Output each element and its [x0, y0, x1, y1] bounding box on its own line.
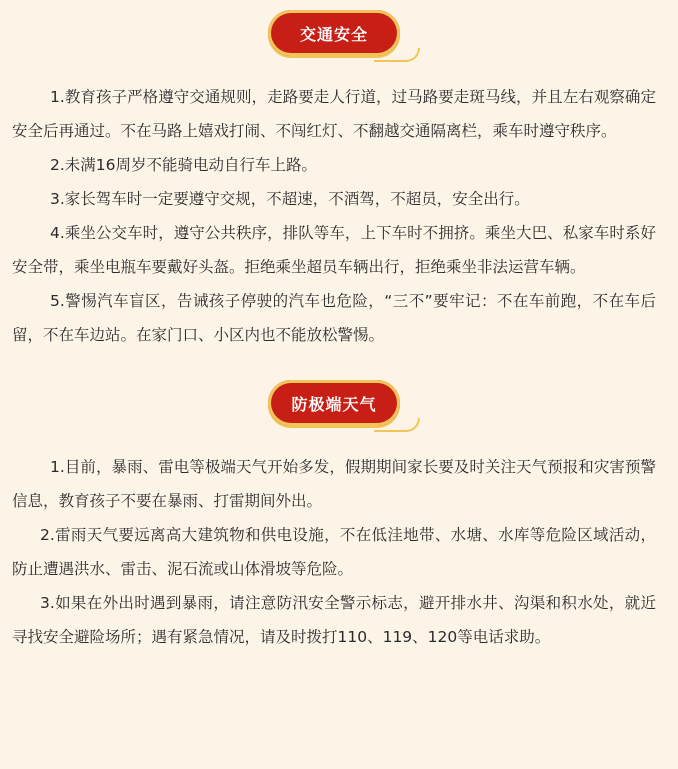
- section-extreme-weather: [12, 380, 656, 654]
- section-header: [12, 380, 656, 434]
- section-title: 防极端天气: [291, 394, 377, 414]
- paragraph: 3.家长驾车时一定要遵守交规，不超速，不酒驾，不超员，安全出行。: [50, 190, 530, 208]
- section-header: [12, 10, 656, 64]
- section-traffic-safety: [12, 10, 656, 352]
- ribbon-decoration: [374, 418, 420, 432]
- section-title: 交通安全: [299, 24, 368, 44]
- paragraph: 2.未满16周岁不能骑电动自行车上路。: [50, 156, 318, 174]
- paragraph: 4.乘坐公交车时，遵守公共秩序，排队等车，上下车时不拥挤。乘坐大巴、私家车时系好安全带，乘坐电瓶车要戴好头盔。拒绝乘坐超员车辆出行，拒绝乘坐非法运营车辆。: [12, 224, 656, 276]
- paragraph: 3.如果在外出时遇到暴雨，请注意防汛安全警示标志，避开排水井、沟渠和积水处，就近寻找安全避险场所；遇有紧急情况，请及时拨打110、119、120等电话求助。: [12, 594, 656, 646]
- paragraph: 2.雷雨天气要远离高大建筑物和供电设施，不在低洼地带、水塘、水库等危险区域活动，防止遭遇洪水、雷击、泥石流或山体滑坡等危险。: [12, 526, 656, 578]
- paragraph: 1.目前，暴雨、雷电等极端天气开始多发，假期期间家长要及时关注天气预报和灾害预警信息，教育孩子不要在暴雨、打雷期间外出。: [12, 458, 656, 510]
- ribbon-decoration: [374, 48, 420, 62]
- article-page: [0, 10, 678, 769]
- paragraph: 5.警惕汽车盲区，告诫孩子停驶的汽车也危险，“三不”要牢记：不在车前跑，不在车后留，不在车边站。在家门口、小区内也不能放松警惕。: [12, 292, 656, 344]
- paragraph: 1.教育孩子严格遵守交通规则，走路要走人行道，过马路要走斑马线，并且左右观察确定安全后再通过。不在马路上嬉戏打闹、不闯红灯、不翻越交通隔离栏，乘车时遵守秩序。: [12, 88, 656, 140]
